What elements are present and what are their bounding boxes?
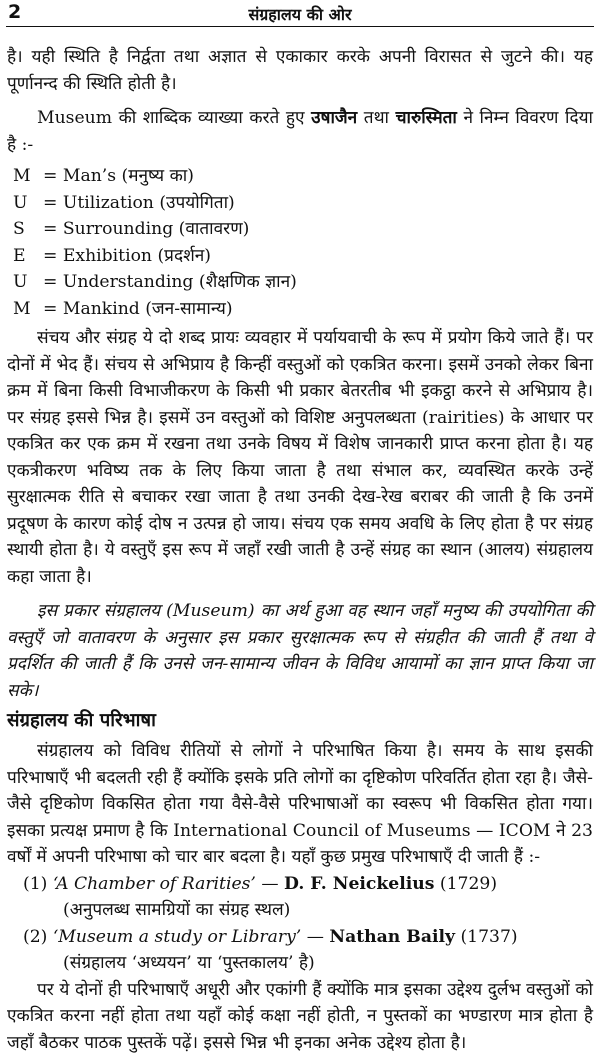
citation-title: ‘A Chamber of Rarities’ xyxy=(53,874,256,894)
sanchay-sangrah-paragraph: संचय और संग्रह ये दो शब्द प्रायः व्यवहार में पर्यायवाची के रूप में प्रयोग किये जाते हैं। पर दोनों में भेद हैं। संचय से अभिप्राय है किन्हीं वस्तुओं को एकत्रित करना। इसमें उनको लेकर बिना क्रम में बिना किसी विभाजीकरण के किसी भी प्रकार बेतरतीब भी इकट्ठा करने से अभिप्राय है। पर संग्रह इससे भिन्न है। इसमें उन वस्तुओं को विशिष्ट अनुपलब्धता (rairities) के आधार पर एकत्रित कर एक क्रम में रखना तथा उनके विषय में विशेष जानकारी प्राप्त करना होता है। यह एकत्रीकरण भविष्य तक के लिए किया जाता है तथा संभाल कर, व्यवस्थित करके उन्हें सुरक्षात्मक रीति से बचाकर रखा जाता है तथा उनकी देख-रेख बराबर की जाती है कि उनमें प्रदूषण के कारण कोई दोष न उत्पन्न हो जाय। संचय एक समय अवधि के लिए होता है पर संग्रह स्थायी होता है। ये वस्तुएँ इस रूप में जहाँ रखी जाती है उन्हें संग्रह का स्थान (आलय) संग्रहालय कहा जाता है। xyxy=(7,325,593,590)
citation-dash: — xyxy=(301,927,329,947)
acronym-meaning: = Surrounding (वातावरण) xyxy=(43,216,249,243)
acronym-letter: U xyxy=(13,190,43,217)
page-body xyxy=(7,44,593,1056)
museum-acronym-list xyxy=(13,163,593,322)
acronym-letter: S xyxy=(13,216,43,243)
intro-text-b: तथा xyxy=(357,108,395,128)
citation-author: Nathan Baily xyxy=(329,927,455,947)
citation-item xyxy=(23,924,593,951)
acronym-meaning: = Understanding (शैक्षणिक ज्ञान) xyxy=(43,269,297,296)
author-name-usha-jain: उषाजैन xyxy=(311,108,357,128)
intro-text-a: Museum की शाब्दिक व्याख्या करते हुए xyxy=(37,108,311,128)
definitions-paragraph: संग्रहालय को विविध रीतियों से लोगों ने परिभाषित किया है। समय के साथ इसकी परिभाषाएँ भी बदलती रही हैं क्योंकि इसके प्रति लोगों का दृष्टिकोण परिवर्तित होता रहा है। जैसे-जैसे दृष्टिकोण विकसित होता गया वैसे-वैसे परिभाषाओं का स्वरूप भी विकसित होता गया। इसका प्रत्यक्ष प्रमाण है कि International Council of Museums — ICOM ने 23 वर्षों में अपनी परिभाषा को चार बार बदला है। यहाँ कुछ प्रमुख परिभाषाएँ दी जाती हैं :- xyxy=(7,738,593,871)
section-heading: संग्रहालय की परिभाषा xyxy=(7,706,593,736)
acronym-letter: U xyxy=(13,269,43,296)
acronym-row xyxy=(13,163,593,190)
intro-paragraph xyxy=(7,105,593,158)
citation-gloss: (संग्रहालय ‘अध्ययन’ या ‘पुस्तकालय’ है) xyxy=(63,950,593,977)
citation-gloss: (अनुपलब्ध सामग्रियों का संग्रह स्थल) xyxy=(63,897,593,924)
citation-dash: — xyxy=(256,874,284,894)
acronym-letter: M xyxy=(13,296,43,323)
acronym-row xyxy=(13,296,593,323)
citation-title: ‘Museum a study or Library’ xyxy=(53,927,301,947)
citation-year: (1729) xyxy=(434,874,497,894)
citation-number: (1) xyxy=(23,874,47,894)
acronym-meaning: = Man’s (मनुष्य का) xyxy=(43,163,194,190)
acronym-letter: M xyxy=(13,163,43,190)
acronym-row xyxy=(13,269,593,296)
citation-item xyxy=(23,871,593,898)
opening-paragraph: है। यही स्थिति है निर्द्वता तथा अज्ञात से एकाकार करके अपनी विरासत से जुटने की। यह पूर्णानन्द की स्थिति होती है। xyxy=(7,44,593,97)
acronym-meaning: = Exhibition (प्रदर्शन) xyxy=(43,243,211,270)
acronym-letter: E xyxy=(13,243,43,270)
closing-paragraph: पर ये दोनों ही परिभाषाएँ अधूरी और एकांगी हैं क्योंकि मात्र इसका उद्देश्य दुर्लभ वस्तुओं को एकत्रित करना नहीं होता तथा यहाँ कोई कक्षा नहीं होती, न पुस्तकों का भण्डारण मात्र होता है जहाँ बैठकर पाठक पुस्तकें पढ़ें। इससे भिन्न भी इनका अनेक उद्देश्य होता है। xyxy=(7,977,593,1056)
running-title: संग्रहालय की ओर xyxy=(6,3,594,25)
page-header xyxy=(6,0,594,27)
museum-meaning-paragraph: इस प्रकार संग्रहालय (Museum) का अर्थ हुआ वह स्थान जहाँ मनुष्य की उपयोगिता की वस्तुएँ जो वातावरण के अनुसार इस प्रकार सुरक्षात्मक रूप से संग्रहीत की जाती हैं तथा वे प्रदर्शित की जाती हैं कि उनसे जन-सामान्य जीवन के विविध आयामों का ज्ञान प्राप्त किया जा सके। xyxy=(7,598,593,704)
acronym-row xyxy=(13,243,593,270)
page-number: 2 xyxy=(8,1,21,23)
acronym-meaning: = Mankind (जन-सामान्य) xyxy=(43,296,233,323)
citation-number: (2) xyxy=(23,927,47,947)
intro-text-c: ने निम्न विवरण दिया है :- xyxy=(7,108,593,155)
citation-author: D. F. Neickelius xyxy=(284,874,434,894)
acronym-row xyxy=(13,190,593,217)
acronym-meaning: = Utilization (उपयोगिता) xyxy=(43,190,235,217)
citation-year: (1737) xyxy=(455,927,518,947)
acronym-row xyxy=(13,216,593,243)
author-name-charusmita: चारुस्मिता xyxy=(396,108,457,128)
